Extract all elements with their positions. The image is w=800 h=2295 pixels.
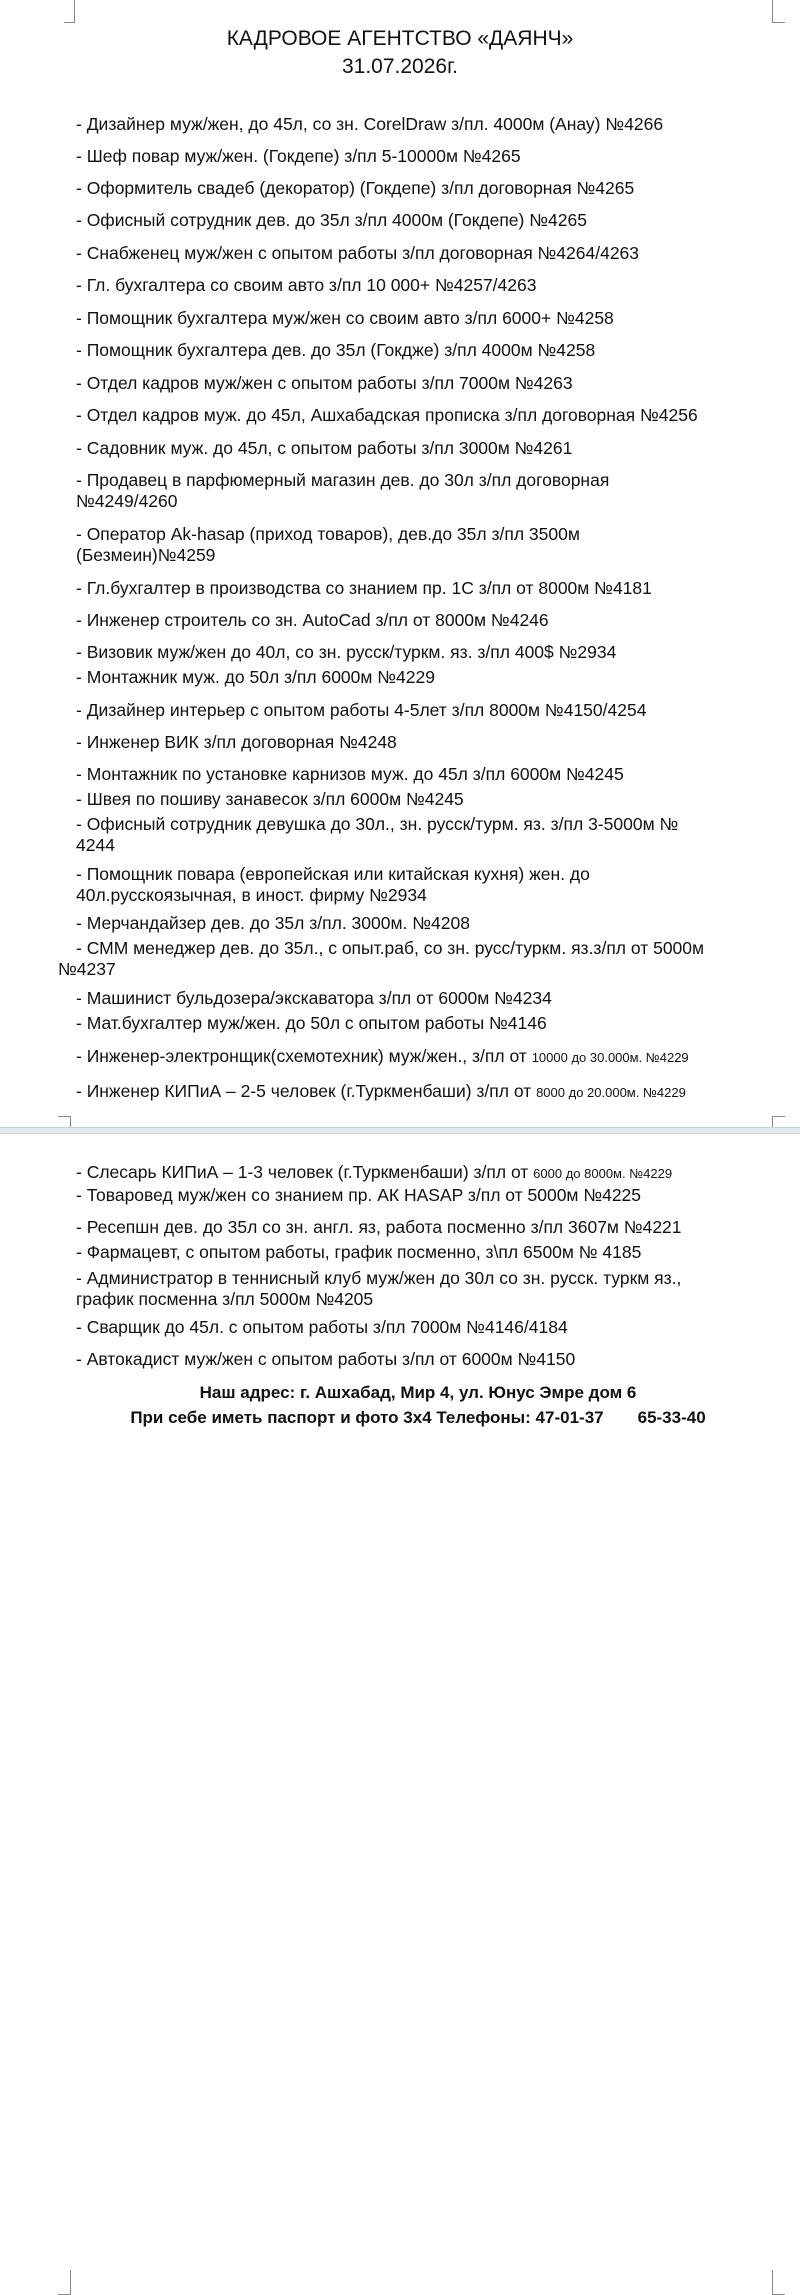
job-listing: - Товаровед муж/жен со знанием пр. АК HASAP з/пл от 5000м №4225 — [76, 1185, 642, 1205]
crop-mark-top-left — [58, 2270, 71, 2295]
job-listing: - Мерчандайзер дев. до 35л з/пл. 3000м. №4208 — [76, 913, 470, 933]
job-listing: - Дизайнер муж/жен, до 45л, со зн. CorelDraw з/пл. 4000м (Анау) №4266 — [76, 114, 664, 134]
job-listing: - Визовик муж/жен до 40л, со зн. русск/туркм. яз. з/пл 400$ №2934 — [76, 642, 617, 662]
job-listing: - Офисный сотрудник дев. до 35л з/пл 4000м (Гокдепе) №4265 — [76, 210, 587, 230]
job-listing: - Инженер строитель со зн. AutoCad з/пл от 8000м №4246 — [76, 610, 549, 630]
crop-mark-top-left — [64, 0, 75, 23]
job-listing: - Монтажник по установке карнизов муж. до 45л з/пл 6000м №4245 — [76, 764, 624, 784]
job-listing: - СММ менеджер дев. до 35л., с опыт.раб, со зн. русс/туркм. яз.з/пл от 5000м №4237 — [58, 938, 705, 979]
footer-address: Наш адрес: г. Ашхабад, Мир 4, ул. Юнус Эмре дом 6 — [199, 1383, 637, 1402]
crop-mark-top-right — [772, 0, 785, 23]
job-listing: - Инженер-электронщик(схемотехник) муж/жен., з/пл от 10000 до 30.000м. №4229 — [76, 1046, 689, 1066]
job-listing: - Отдел кадров муж. до 45л, Ашхабадская прописка з/пл договорная №4256 — [76, 405, 698, 425]
job-listing: - Помощник бухгалтера муж/жен со своим авто з/пл 6000+ №4258 — [76, 308, 614, 328]
job-listing: - Монтажник муж. до 50л з/пл 6000м №4229 — [76, 667, 435, 687]
job-listing: - Сварщик до 45л. с опытом работы з/пл 7000м №4146/4184 — [76, 1317, 568, 1337]
job-listing: - Отдел кадров муж/жен с опытом работы з/пл 7000м №4263 — [76, 373, 573, 393]
job-listing: - Швея по пошиву занавесок з/пл 6000м №4245 — [76, 789, 464, 809]
job-listing: - Садовник муж. до 45л, с опытом работы з/пл 3000м №4261 — [76, 438, 573, 458]
job-listing: - Машинист бульдозера/экскаватора з/пл от 6000м №4234 — [76, 988, 552, 1008]
crop-mark-bottom-right — [772, 1116, 785, 1127]
job-listing: - Гл. бухгалтера со своим авто з/пл 10 000+ №4257/4263 — [76, 275, 537, 295]
footer-contact — [18, 1407, 800, 1429]
job-listing: - Шеф повар муж/жен. (Гокдепе) з/пл 5-10000м №4265 — [76, 146, 521, 166]
job-listing: - Офисный сотрудник девушка до 30л., зн. русск/турм. яз. з/пл 3-5000м № 4244 — [76, 814, 679, 855]
agency-title: КАДРОВОЕ АГЕНТСТВО «ДАЯНЧ» — [226, 27, 574, 50]
job-listing: - Слесарь КИПиА – 1-3 человек (г.Туркменбаши) з/пл от 6000 до 8000м. №4229 — [76, 1162, 673, 1182]
job-listing: - Гл.бухгалтер в производства со знанием пр. 1С з/пл от 8000м №4181 — [76, 578, 652, 598]
job-listing: - Дизайнер интерьер с опытом работы 4-5лет з/пл 8000м №4150/4254 — [76, 700, 647, 720]
page-break — [0, 1127, 800, 1134]
crop-mark-bottom-left — [58, 1116, 71, 1127]
job-listing: - Ресепшн дев. до 35л со зн. англ. яз, работа посменно з/пл 3607м №4221 — [76, 1217, 682, 1237]
footer-phone-2: 65-33-40 — [637, 1408, 706, 1427]
job-listing: - Помощник повара (европейская или китайская кухня) жен. до 40л.русскоязычная, в иност. фирму №2934 — [76, 864, 590, 905]
job-listing: - Снабженец муж/жен с опытом работы з/пл договорная №4264/4263 — [76, 243, 640, 263]
job-listing: - Оформитель свадеб (декоратор) (Гокдепе) з/пл договорная №4265 — [76, 178, 635, 198]
job-listing: - Инженер ВИК з/пл договорная №4248 — [76, 732, 397, 752]
job-listing: - Оператор Ak-hasap (приход товаров), дев.до 35л з/пл 3500м (Безмеин)№4259 — [76, 524, 580, 565]
footer-contact-text: При себе иметь паспорт и фото 3х4 Телефоны: 47-01-37 — [130, 1408, 604, 1427]
job-listing: - Инженер КИПиА – 2-5 человек (г.Туркменбаши) з/пл от 8000 до 20.000м. №4229 — [76, 1081, 686, 1101]
job-listing: - Мат.бухгалтер муж/жен. до 50л с опытом работы №4146 — [76, 1013, 547, 1033]
job-listing: - Фармацевт, с опытом работы, график посменно, з\пл 6500м № 4185 — [76, 1242, 642, 1262]
crop-mark-top-right — [772, 2270, 785, 2295]
job-listing: - Помощник бухгалтера дев. до 35л (Гокдже) з/пл 4000м №4258 — [76, 340, 596, 360]
job-listing: - Автокадист муж/жен с опытом работы з/пл от 6000м №4150 — [76, 1349, 576, 1369]
job-listing: - Продавец в парфюмерный магазин дев. до 30л з/пл договорная №4249/4260 — [76, 470, 610, 511]
document-date: 31.07.2026г. — [341, 55, 459, 78]
job-listing: - Администратор в теннисный клуб муж/жен до 30л со зн. русск. туркм яз., график посменна з/пл 5000м №4205 — [76, 1268, 682, 1309]
